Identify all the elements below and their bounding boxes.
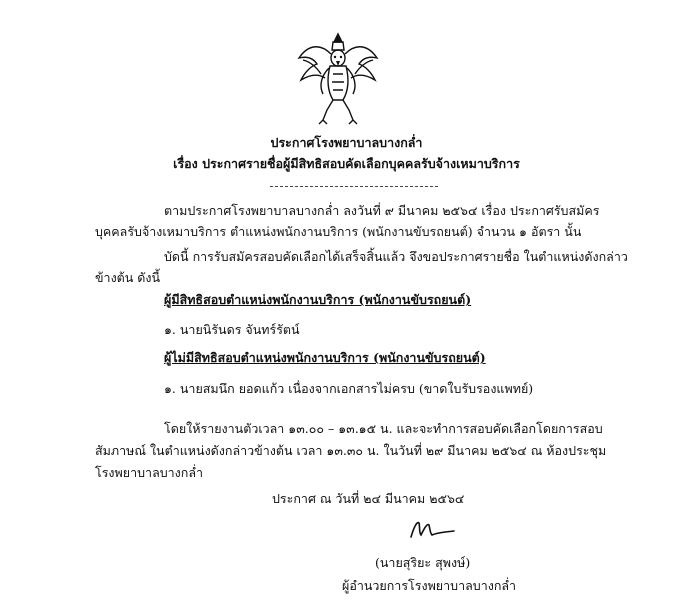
separator-line [270, 186, 438, 187]
paragraph-2-line-1: บัดนี้ การรับสมัครสอบคัดเลือกได้เสร็จสิ้นแล้ว จึงขอประกาศรายชื่อ ในตำแหน่งดังกล่าว [164, 249, 628, 264]
ineligible-list-item: ๑. นายสมนึก ยอดแก้ว เนื่องจากเอกสารไม่ครบ (ขาดใบรับรองแพทย์) [164, 381, 534, 396]
paragraph-1-line-1: ตามประกาศโรงพยาบาลบางกล่ำ ลงวันที่ ๙ มีนาคม ๒๕๖๔ เรื่อง ประกาศรับสมัคร [164, 203, 600, 218]
announcement-title: ประกาศโรงพยาบาลบางกล่ำ [270, 135, 423, 150]
announcement-subject: เรื่อง ประกาศรายชื่อผู้มีสิทธิสอบคัดเลือกบุคคลรับจ้างเหมาบริการ [173, 156, 520, 171]
announcement-date: ประกาศ ณ วันที่ ๒๔ มีนาคม ๒๕๖๔ [272, 491, 465, 506]
signer-name: (นายสุริยะ สุพงษ์) [375, 555, 471, 570]
eligible-heading: ผู้มีสิทธิสอบตำแหน่งพนักงานบริการ (พนักงานขับรถยนต์) [164, 292, 472, 307]
paragraph-2-line-2: ข้างต้น ดังนี้ [95, 270, 161, 285]
paragraph-1-line-2: บุคคลรับจ้างเหมาบริการ ตำแหน่งพนักงานบริการ (พนักงานขับรถยนต์) จำนวน ๑ อัตรา นั้น [95, 224, 582, 239]
paragraph-3-line-1: โดยให้รายงานตัวเวลา ๑๓.๐๐ – ๑๓.๑๕ น. และจะทำการสอบคัดเลือกโดยการสอบ [164, 421, 603, 436]
signer-title: ผู้อำนวยการโรงพยาบาลบางกล่ำ [342, 578, 517, 593]
garuda-emblem-icon [293, 28, 383, 128]
paragraph-3-line-2: สัมภาษณ์ ในตำแหน่งดังกล่าวข้างต้น เวลา ๑๓.๓๐ น. ในวันที่ ๒๙ มีนาคม ๒๕๖๔ ณ ห้องประชุม [95, 443, 607, 458]
paragraph-3-line-3: โรงพยาบาลบางกล่ำ [95, 465, 204, 480]
ineligible-heading: ผู้ไม่มีสิทธิสอบตำแหน่งพนักงานบริการ (พนักงานขับรถยนต์) [164, 350, 486, 365]
handwritten-signature-icon [408, 515, 458, 543]
eligible-list-item: ๑. นายนิรันดร จันทร์รัตน์ [164, 322, 300, 337]
